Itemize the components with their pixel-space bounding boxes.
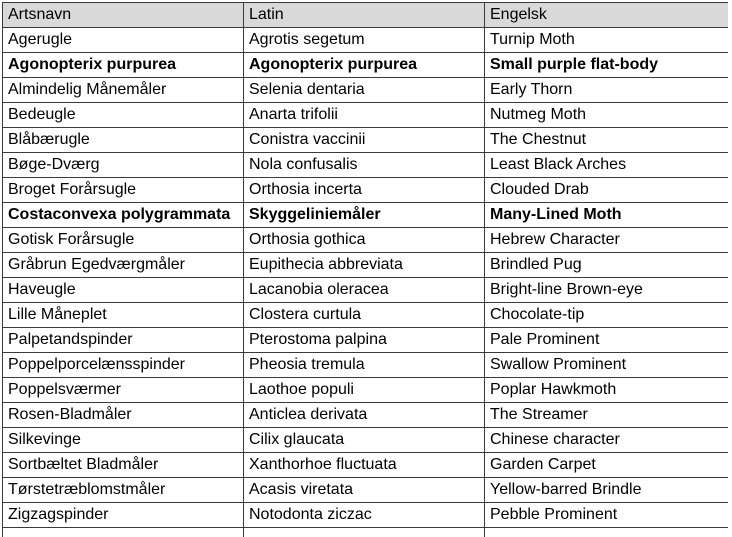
table-row [3,328,729,353]
cell-engelsk[interactable]: Hebrew Character [485,228,729,253]
cell-latin[interactable]: Anarta trifolii [244,103,485,128]
table-row [3,378,729,403]
cell-artsnavn[interactable]: Bedeugle [3,103,244,128]
cell-latin[interactable]: Skyggeliniemåler [244,203,485,228]
cell-engelsk[interactable]: Nutmeg Moth [485,103,729,128]
cell-latin[interactable]: Notodonta ziczac [244,503,485,528]
table-row [3,28,729,53]
cell-engelsk[interactable]: Early Thorn [485,78,729,103]
cell-artsnavn[interactable]: Broget Forårsugle [3,178,244,203]
cell-engelsk[interactable]: Least Black Arches [485,153,729,178]
cell-latin[interactable]: Agrotis segetum [244,28,485,53]
cell-engelsk[interactable]: Chocolate-tip [485,303,729,328]
header-cell-engelsk[interactable]: Engelsk [485,3,729,28]
table-row [3,228,729,253]
cell-artsnavn[interactable]: Haveugle [3,278,244,303]
table-body [3,28,729,537]
table-row [3,403,729,428]
table-row [3,103,729,128]
table-row [3,278,729,303]
cell-latin[interactable]: Pheosia tremula [244,353,485,378]
table-row [3,153,729,178]
cell-engelsk[interactable]: The Chestnut [485,128,729,153]
cell-artsnavn[interactable]: Poppelsværmer [3,378,244,403]
cell-artsnavn[interactable]: Palpetandspinder [3,328,244,353]
cell-latin[interactable]: Anticlea derivata [244,403,485,428]
cell-latin[interactable]: Orthosia incerta [244,178,485,203]
cell-latin[interactable]: Xanthorhoe fluctuata [244,453,485,478]
table-row-partial [3,528,729,537]
cell-latin[interactable]: Cilix glaucata [244,428,485,453]
cell-engelsk[interactable]: Swallow Prominent [485,353,729,378]
cell-engelsk[interactable]: Pale Prominent [485,328,729,353]
header-row [3,3,729,28]
cell-artsnavn[interactable]: Lille Måneplet [3,303,244,328]
cell-artsnavn[interactable]: Gotisk Forårsugle [3,228,244,253]
table-row [3,128,729,153]
table-row [3,253,729,278]
cell-artsnavn[interactable]: Poppelporcelænsspinder [3,353,244,378]
cell-engelsk[interactable]: Chinese character [485,428,729,453]
header-cell-latin[interactable]: Latin [244,3,485,28]
table-row [3,78,729,103]
cell-artsnavn[interactable]: Gråbrun Egedværgmåler [3,253,244,278]
species-table [2,2,728,537]
cell-latin[interactable]: Conistra vaccinii [244,128,485,153]
cell-engelsk[interactable]: Turnip Moth [485,28,729,53]
header-cell-artsnavn[interactable]: Artsnavn [3,3,244,28]
cell-artsnavn[interactable]: Almindelig Månemåler [3,78,244,103]
cell-artsnavn[interactable]: Sortbæltet Bladmåler [3,453,244,478]
cell-latin[interactable]: Acasis viretata [244,478,485,503]
cell-artsnavn[interactable]: Silkevinge [3,428,244,453]
cell-artsnavn[interactable]: Agonopterix purpurea [3,53,244,78]
cell-engelsk[interactable]: Garden Carpet [485,453,729,478]
cell-engelsk[interactable]: Small purple flat-body [485,53,729,78]
table-row [3,353,729,378]
table-row [3,453,729,478]
table-row [3,478,729,503]
cell-artsnavn[interactable]: Rosen-Bladmåler [3,403,244,428]
cell-artsnavn[interactable]: Bøge-Dværg [3,153,244,178]
cell-engelsk[interactable]: Bright-line Brown-eye [485,278,729,303]
cell-latin[interactable]: Clostera curtula [244,303,485,328]
cell-engelsk[interactable]: Clouded Drab [485,178,729,203]
table-row [3,203,729,228]
cell-engelsk[interactable]: Brindled Pug [485,253,729,278]
cell-artsnavn[interactable]: Agerugle [3,28,244,53]
cell-latin[interactable]: Agonopterix purpurea [244,53,485,78]
table-row [3,303,729,328]
cell-engelsk[interactable]: Poplar Hawkmoth [485,378,729,403]
cell-partial[interactable] [3,528,244,537]
table-row [3,503,729,528]
cell-latin[interactable]: Nola confusalis [244,153,485,178]
cell-latin[interactable]: Eupithecia abbreviata [244,253,485,278]
cell-engelsk[interactable]: Many-Lined Moth [485,203,729,228]
cell-latin[interactable]: Laothoe populi [244,378,485,403]
table-row [3,178,729,203]
cell-latin[interactable]: Orthosia gothica [244,228,485,253]
cell-engelsk[interactable]: The Streamer [485,403,729,428]
cell-latin[interactable]: Selenia dentaria [244,78,485,103]
cell-latin[interactable]: Lacanobia oleracea [244,278,485,303]
table-row [3,428,729,453]
table-row [3,53,729,78]
cell-latin[interactable]: Pterostoma palpina [244,328,485,353]
cell-partial[interactable] [244,528,485,537]
cell-engelsk[interactable]: Pebble Prominent [485,503,729,528]
cell-partial[interactable] [485,528,729,537]
cell-engelsk[interactable]: Yellow-barred Brindle [485,478,729,503]
cell-artsnavn[interactable]: Blåbærugle [3,128,244,153]
spreadsheet-area [2,2,728,537]
cell-artsnavn[interactable]: Costaconvexa polygrammata [3,203,244,228]
cell-artsnavn[interactable]: Tørstetræblomstmåler [3,478,244,503]
cell-artsnavn[interactable]: Zigzagspinder [3,503,244,528]
